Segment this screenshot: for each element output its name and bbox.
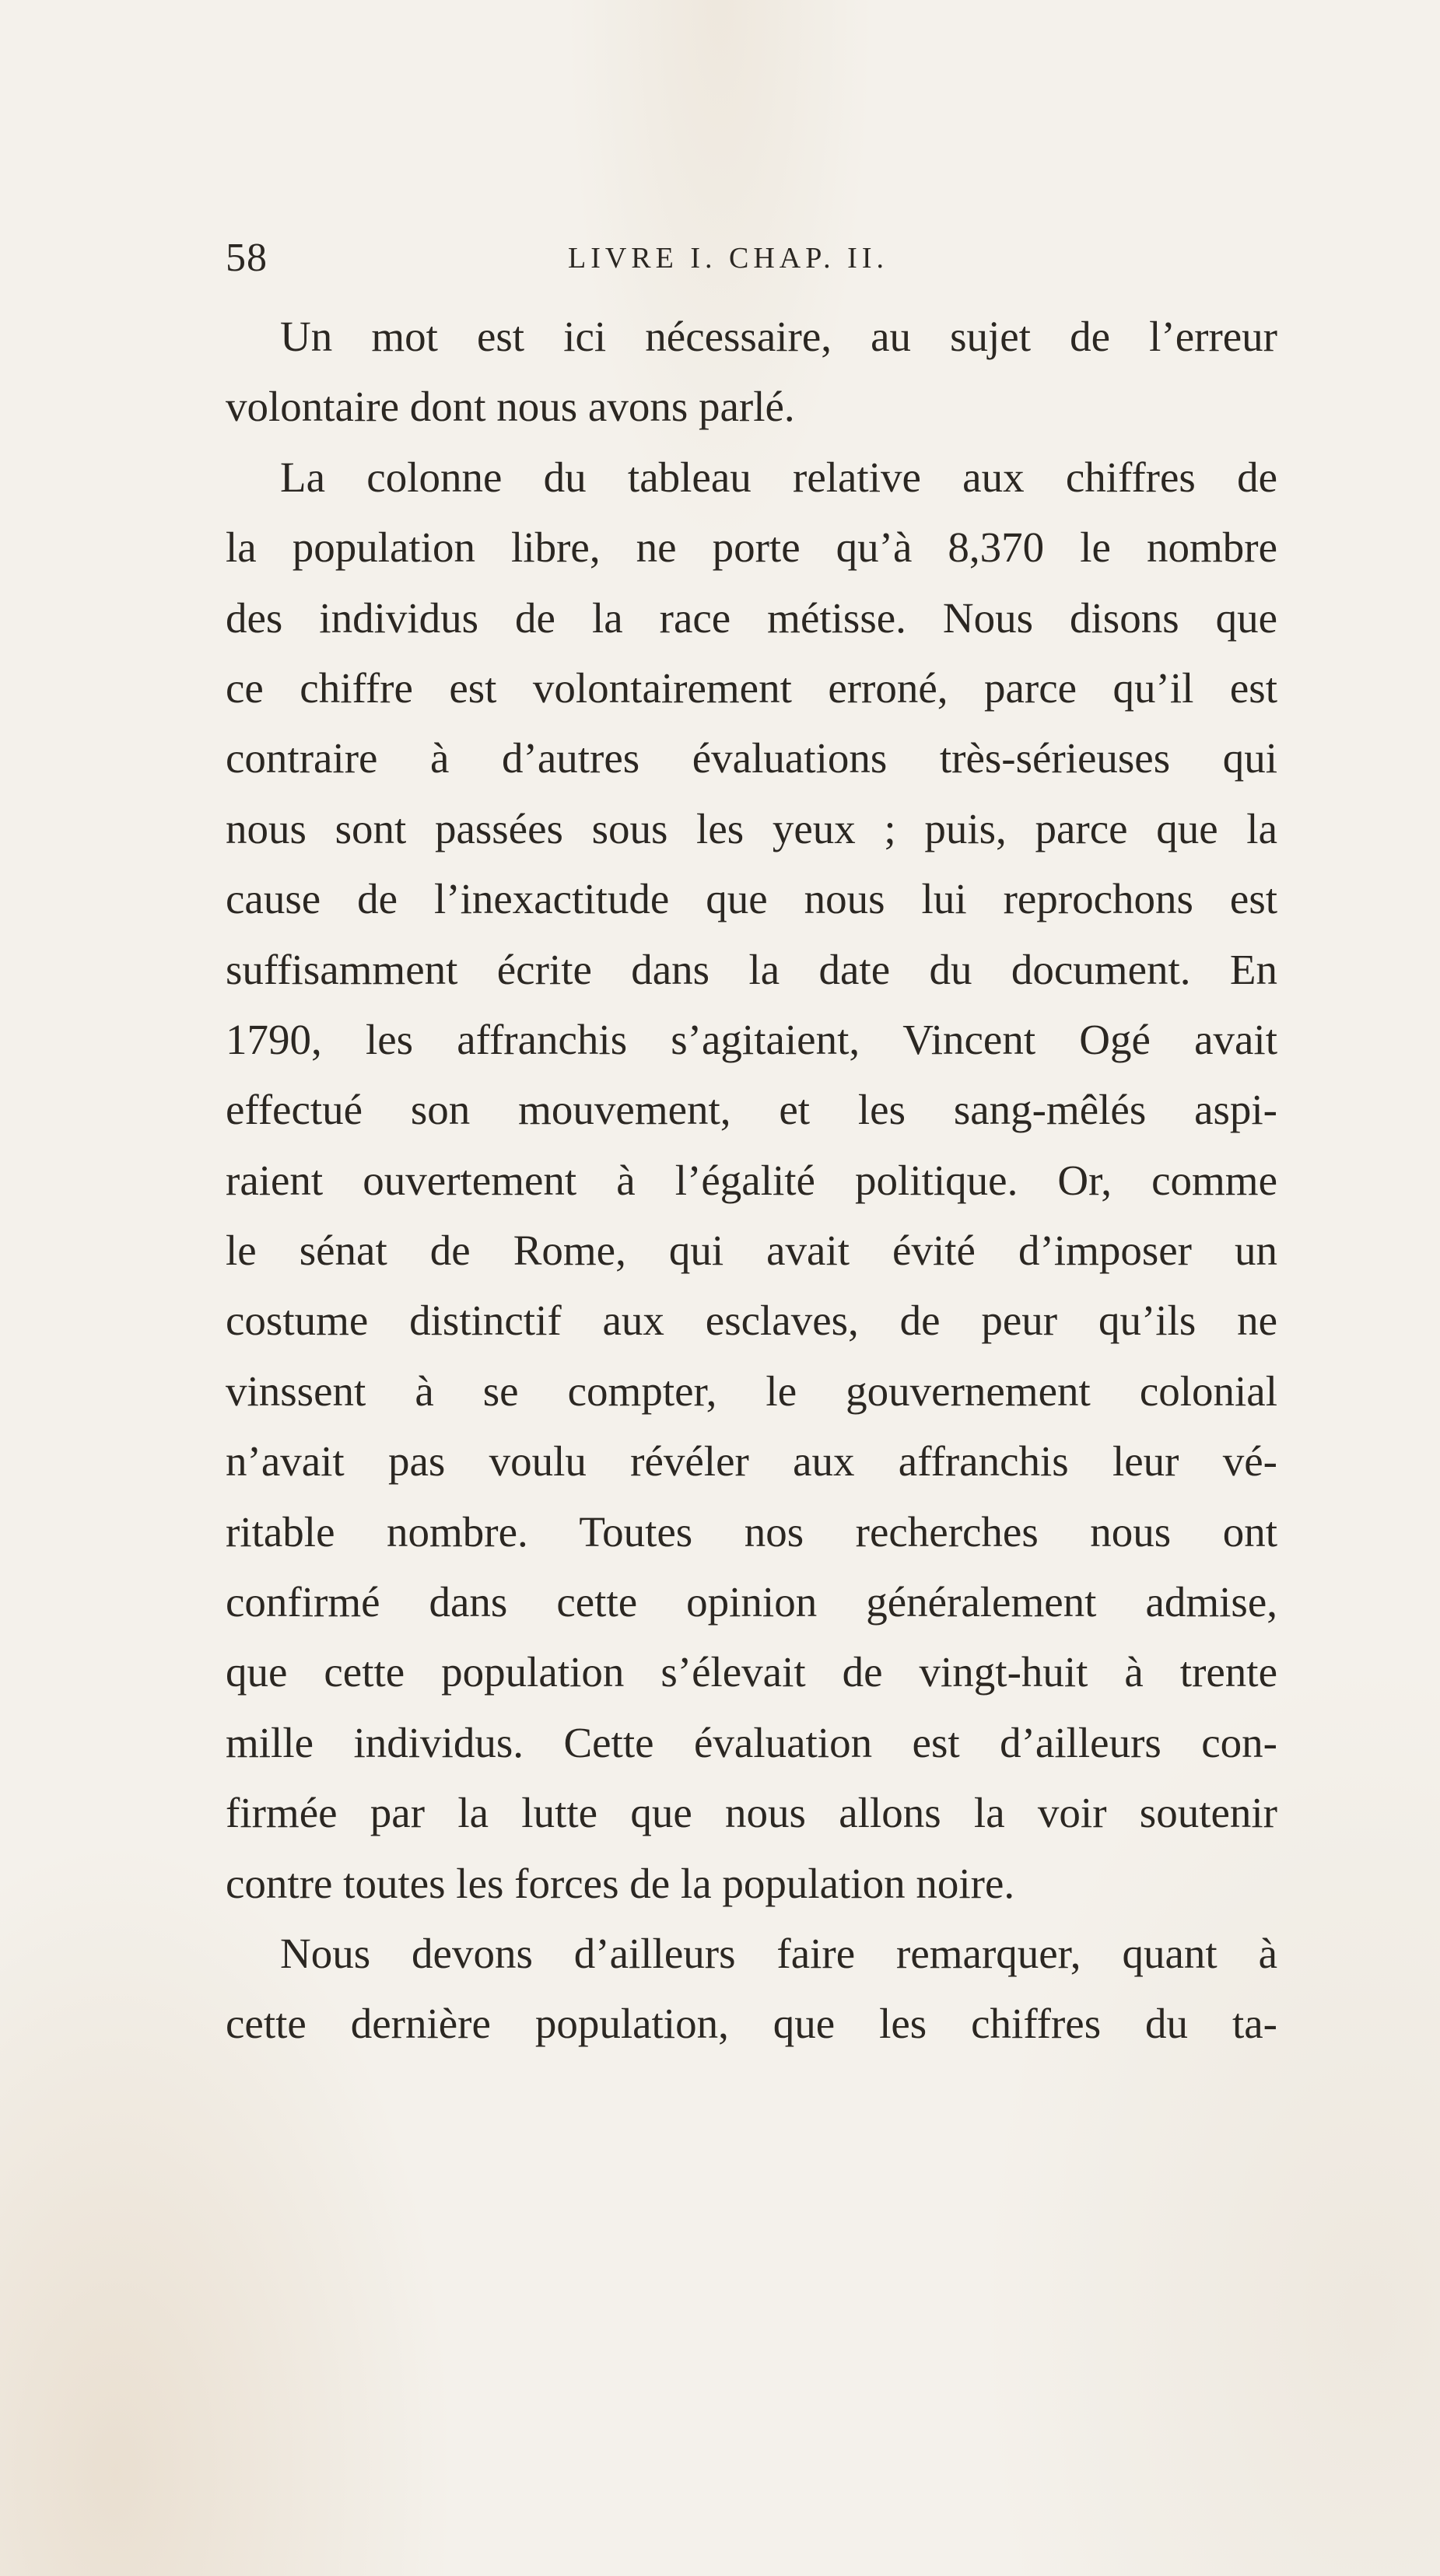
text-line: raient ouvertement à l’égalité politique. Or, comme xyxy=(226,1156,1277,1204)
text-line: cette dernière population, que les chiffres du ta- xyxy=(226,2000,1277,2048)
text-line: la population libre, ne porte qu’à 8,370 le nombre xyxy=(226,523,1277,572)
page-header xyxy=(226,227,1277,289)
body-text xyxy=(226,302,1277,2060)
text-line: cause de l’inexactitude que nous lui reprochons est xyxy=(226,875,1277,923)
text-line: nous sont passées sous les yeux ; puis, parce que la xyxy=(226,804,1277,852)
text-line: contraire à d’autres évaluations très-sérieuses qui xyxy=(226,734,1277,782)
running-head: LIVRE I. CHAP. II. xyxy=(568,242,888,275)
text-line: vinssent à se compter, le gouvernement colonial xyxy=(226,1367,1277,1415)
text-line: contre toutes les forces de la population noire. xyxy=(226,1859,1015,1907)
text-line: ritable nombre. Toutes nos recherches nous ont xyxy=(226,1507,1277,1556)
text-line: La colonne du tableau relative aux chiffres de xyxy=(280,453,1277,501)
text-line: firmée par la lutte que nous allons la voir soutenir xyxy=(226,1789,1277,1837)
text-line: effectué son mouvement, et les sang-mêlés aspi- xyxy=(226,1086,1277,1134)
text-line: que cette population s’élevait de vingt-huit à trente xyxy=(226,1648,1277,1696)
text-line: suffisamment écrite dans la date du document. En xyxy=(226,945,1277,993)
text-line: Nous devons d’ailleurs faire remarquer, quant à xyxy=(280,1929,1277,1977)
page-number: 58 xyxy=(226,236,268,280)
text-line: n’avait pas voulu révéler aux affranchis leur vé- xyxy=(226,1437,1277,1486)
text-line: 1790, les affranchis s’agitaient, Vincent Ogé avait xyxy=(226,1015,1277,1063)
text-line: confirmé dans cette opinion généralement admise, xyxy=(226,1578,1277,1626)
text-line: ce chiffre est volontairement erroné, parce qu’il est xyxy=(226,663,1277,712)
text-line: des individus de la race métisse. Nous disons que xyxy=(226,593,1277,642)
text-line: volontaire dont nous avons parlé. xyxy=(226,383,795,431)
text-line: le sénat de Rome, qui avait évité d’imposer un xyxy=(226,1227,1277,1275)
text-line: mille individus. Cette évaluation est d’ailleurs con- xyxy=(226,1718,1277,1766)
text-line: Un mot est ici nécessaire, au sujet de l’erreur xyxy=(280,313,1277,360)
text-line: costume distinctif aux esclaves, de peur qu’ils ne xyxy=(226,1297,1277,1345)
